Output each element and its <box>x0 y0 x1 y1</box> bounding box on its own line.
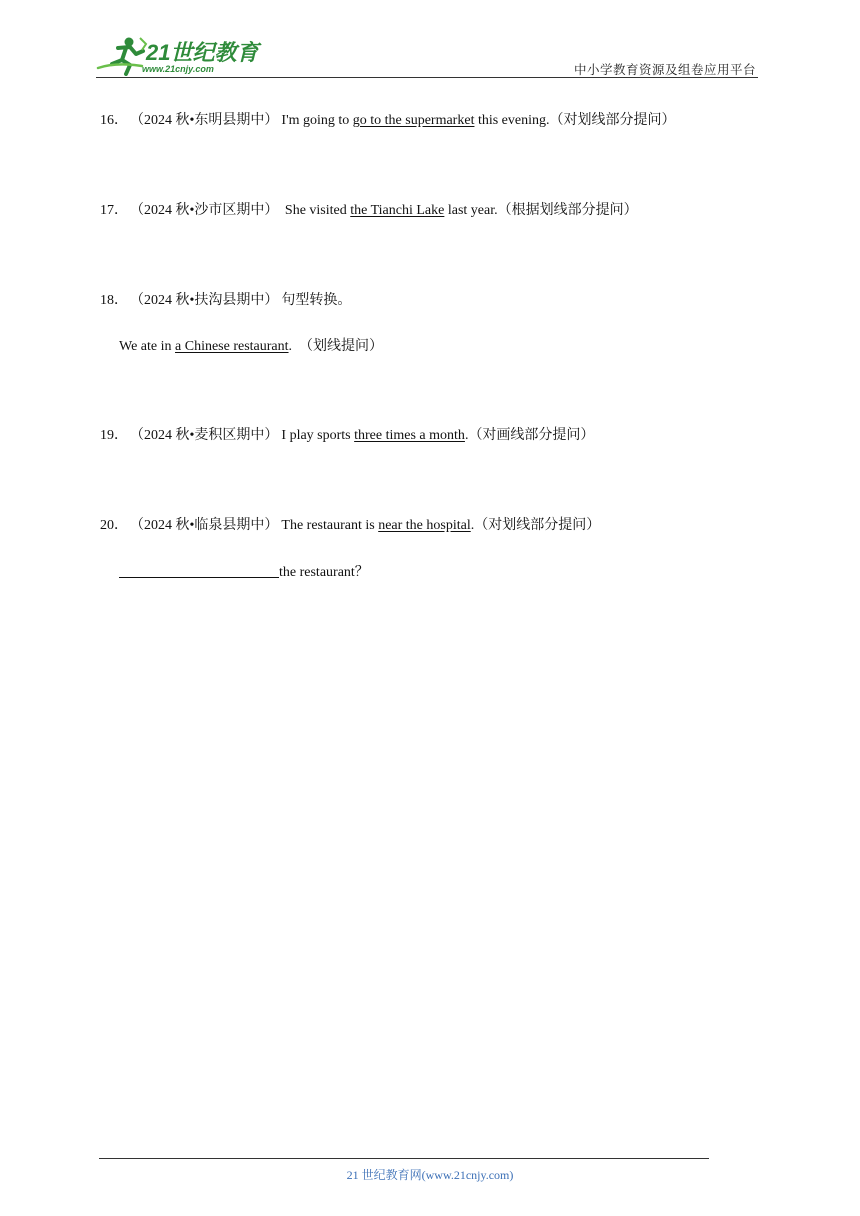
question-text: 句型转换。 <box>281 293 352 308</box>
underlined-phrase: go to the supermarket <box>352 113 475 128</box>
question-source: （2024 秋•临泉县期中） <box>130 518 279 533</box>
sentence-pre: We ate in <box>119 339 176 354</box>
underlined-phrase: three times a month <box>354 428 465 443</box>
question-text-post: this evening.（对划线部分提问） <box>474 113 676 128</box>
question-18 <box>100 292 351 310</box>
runner-logo-icon <box>96 34 266 76</box>
question-18-sentence <box>119 338 383 356</box>
question-text-pre: I play sports <box>281 428 355 443</box>
site-logo[interactable] <box>96 34 266 76</box>
question-20-answer-line <box>119 563 369 582</box>
question-16 <box>100 112 676 130</box>
question-number: 20． <box>100 518 128 533</box>
question-text-post: .（对划线部分提问） <box>470 518 601 533</box>
question-number: 16． <box>100 113 128 128</box>
question-text-pre: She visited <box>281 203 351 218</box>
question-text-pre: I'm going to <box>281 113 353 128</box>
question-source: （2024 秋•麦积区期中） <box>130 428 279 443</box>
underlined-phrase: a Chinese restaurant <box>175 339 289 354</box>
page-footer[interactable]: 21 世纪教育网(www.21cnjy.com) <box>346 1168 514 1182</box>
sentence-post: . （划线提问） <box>288 339 384 354</box>
answer-suffix: the restaurant？ <box>279 565 369 580</box>
question-text-post: last year.（根据划线部分提问） <box>444 203 638 218</box>
question-number: 17． <box>100 203 128 218</box>
underlined-phrase: near the hospital <box>378 518 471 533</box>
question-source: （2024 秋•扶沟县期中） <box>130 293 279 308</box>
logo-url: www.21cnjy.com <box>142 64 214 74</box>
question-source: （2024 秋•沙市区期中） <box>130 203 279 218</box>
question-text-pre: The restaurant is <box>281 518 379 533</box>
logo-text: 21世纪教育 <box>146 40 259 65</box>
header-divider <box>96 77 758 78</box>
answer-blank[interactable] <box>119 563 279 578</box>
question-source: （2024 秋•东明县期中） <box>130 113 279 128</box>
question-19 <box>100 427 594 445</box>
footer-divider <box>99 1158 709 1159</box>
question-20 <box>100 517 600 535</box>
question-text-post: .（对画线部分提问） <box>464 428 595 443</box>
question-number: 18． <box>100 293 128 308</box>
underlined-phrase: the Tianchi Lake <box>350 203 445 218</box>
question-number: 19． <box>100 428 128 443</box>
page-header <box>96 34 758 78</box>
question-17 <box>100 202 638 220</box>
platform-title: 中小学教育资源及组卷应用平台 <box>573 63 756 77</box>
